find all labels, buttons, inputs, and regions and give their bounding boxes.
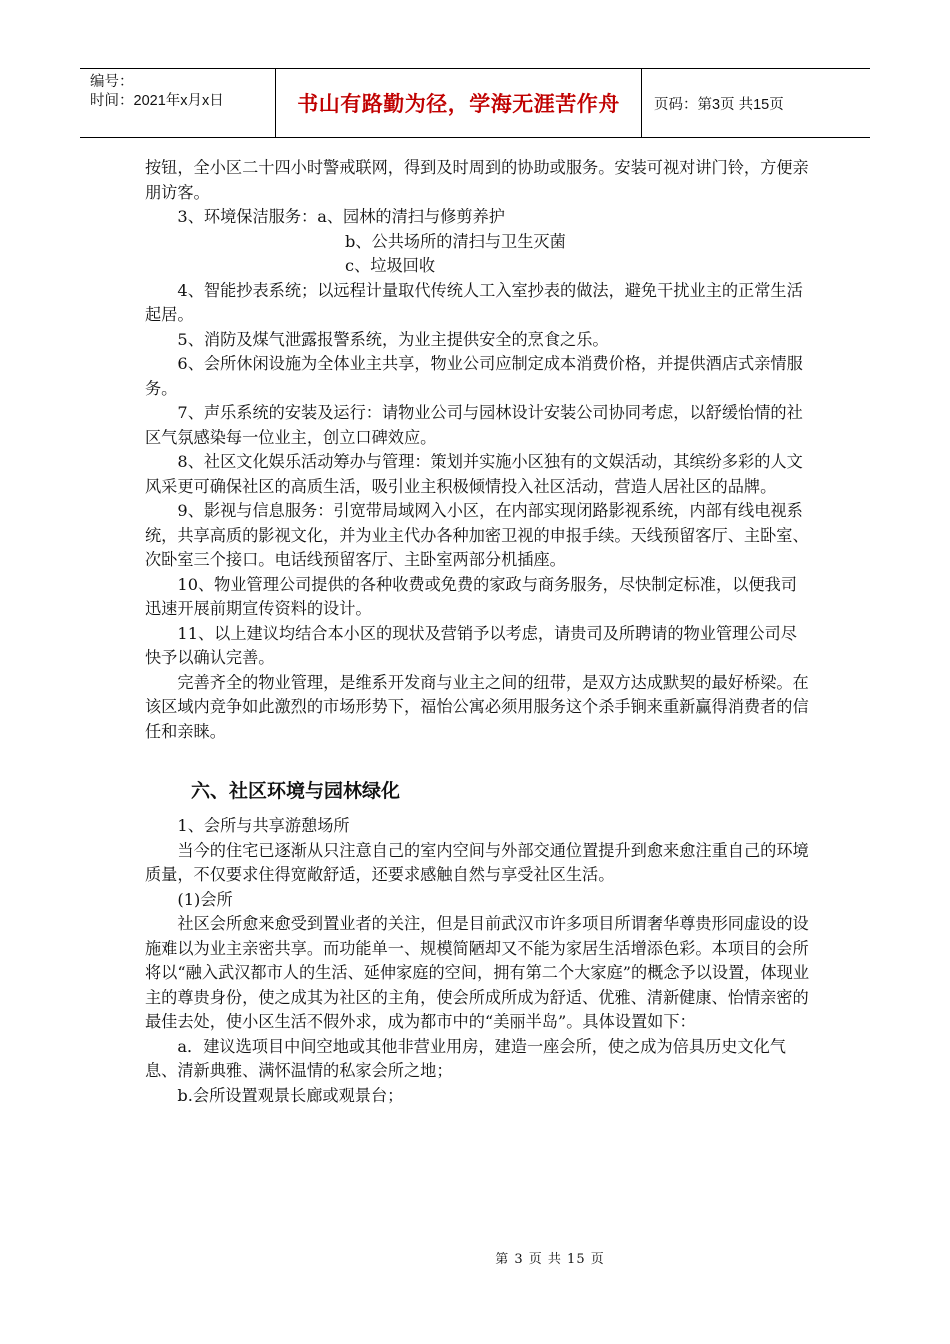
header-meta	[80, 69, 276, 137]
document-body	[145, 156, 813, 1108]
sub-item: b、公共场所的清扫与卫生灭菌	[345, 231, 566, 251]
list-item: 7、声乐系统的安装及运行：请物业公司与园林设计安装公司协同考虑，以舒缓怡情的社区气氛感染每一位业主，创立口碑效应。	[145, 403, 803, 447]
subsection-title: (1)会所	[177, 889, 233, 909]
list-item: 10、物业管理公司提供的各种收费或免费的家政与商务服务，尽快制定标准，以便我司迅速开展前期宣传资料的设计。	[145, 574, 797, 618]
paragraph: 当今的住宅已逐渐从只注意自己的室内空间与外部交通位置提升到愈来愈注重自己的环境质量，不仅要求住得宽敞舒适，还要求感触自然与享受社区生活。	[145, 840, 809, 884]
header-motto: 书山有路勤为径，学海无涯苦作舟	[276, 69, 642, 137]
list-item: 5、消防及煤气泄露报警系统，为业主提供安全的烹食之乐。	[177, 329, 609, 349]
page-header	[80, 68, 870, 138]
list-item: b.会所设置观景长廊或观景台；	[177, 1085, 404, 1105]
document-date: 时间：2021年x月x日	[90, 93, 224, 109]
footer-page-number: 第 3 页 共 15 页	[495, 1252, 605, 1267]
list-item: 11、以上建议均结合本小区的现状及营销予以考虑，请贵司及所聘请的物业管理公司尽快予以确认完善。	[145, 623, 797, 667]
list-item: 8、社区文化娱乐活动筹办与管理：策划并实施小区独有的文娱活动，其缤纷多彩的人文风采更可确保社区的高质生活，吸引业主积极倾情投入社区活动，营造人居社区的品牌。	[145, 452, 803, 496]
paragraph: 按钮，全小区二十四小时警戒联网，得到及时周到的协助或服务。安装可视对讲门铃，方便亲朋访客。	[145, 158, 809, 202]
list-item: a．建议选项目中间空地或其他非营业用房，建造一座会所，使之成为倍具历史文化气息、清新典雅、满怀温情的私家会所之地；	[145, 1036, 786, 1080]
subsection-title: 1、会所与共享游憩场所	[177, 816, 350, 835]
list-item: 9、影视与信息服务：引宽带局域网入小区，在内部实现闭路影视系统，内部有线电视系统，共享高质的影视文化，并为业主代办各种加密卫视的申报手续。天线预留客厅、主卧室、次卧室三个接口。电话线预留客厅、主卧室两部分机插座。	[145, 501, 809, 569]
summary-paragraph: 完善齐全的物业管理，是维系开发商与业主之间的纽带，是双方达成默契的最好桥梁。在该区域内竞争如此激烈的市场形势下，福怡公寓必须用服务这个杀手锏来重新赢得消费者的信任和亲睐。	[145, 672, 809, 741]
list-item: 4、智能抄表系统；以远程计量取代传统人工入室抄表的做法，避免干扰业主的正常生活起居。	[145, 280, 803, 324]
list-item-environment: 3、环境保洁服务：a、园林的清扫与修剪养护	[177, 207, 505, 226]
page-footer	[0, 1248, 950, 1267]
section-heading: 六、社区环境与园林绿化	[191, 780, 401, 802]
sub-item: c、垃圾回收	[345, 256, 436, 275]
document-number: 编号：	[90, 74, 134, 90]
list-item: 6、会所休闲设施为全体业主共享，物业公司应制定成本消费价格，并提供酒店式亲情服务。	[145, 354, 803, 398]
header-page-info: 页码：第3页 共15页	[654, 96, 784, 113]
paragraph: 社区会所愈来愈受到置业者的关注，但是目前武汉市许多项目所谓奢华尊贵形同虚设的设施难以为业主亲密共享。而功能单一、规模简陋却又不能为家居生活增添色彩。本项目的会所将以“融入武汉都市人的生活、延伸家庭的空间，拥有第二个大家庭”的概念予以设置，体现业主的尊贵身份，使之成其为社区的主角，使会所成所成为舒适、优雅、清新健康、怡情亲密的最佳去处，使小区生活不假外求，成为都市中的“美丽半岛”。具体设置如下：	[145, 914, 810, 1031]
